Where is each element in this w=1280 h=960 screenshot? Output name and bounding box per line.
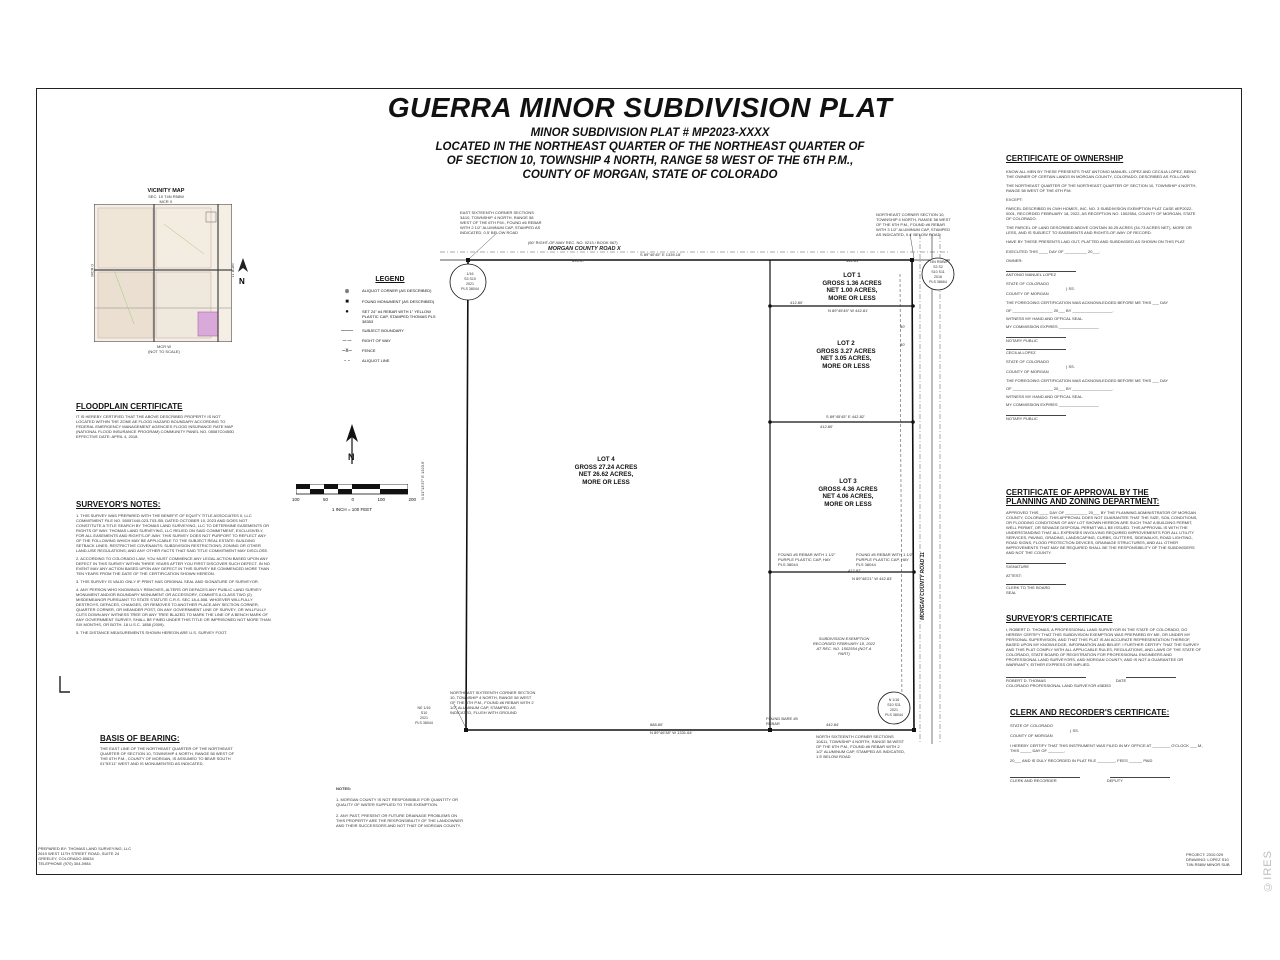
- ownership-county: COUNTY OF MORGAN: [1006, 369, 1049, 374]
- ownership-paragraph: KNOW ALL MEN BY THESE PRESENTS THAT ANTONIO MANUEL LOPEZ AND CECILIA LOPEZ, BEING THE OWNER OF CERTAIN LANDS IN MORGAN COUNTY, COLORADO, DESCRIBED AS FOLLOWS:: [1006, 169, 1197, 179]
- surveyor-note-item: 2. ACCORDING TO COLORADO LAW, YOU MUST COMMENCE ANY LEGAL ACTION BASED UPON ANY DEFECT IN THIS SURVEY WITHIN THREE YEARS AFTER YOU FIRST DISCOVER SUCH DEFECT. IN NO EVENT MAY ANY ACTION BASED UPON ANY DEFECT IN THIS SURVEY BE COMMENCED MORE THAN TEN YEARS FROM THE DATE OF THE CERTIFICATION SHOWN HEREON.: [76, 556, 270, 576]
- legend-item: ■ FOUND MONUMENT (AS DESCRIBED): [338, 299, 442, 305]
- rebar-note-right: FOUND #5 REBAR WITH 1 1/2" PURPLE PLASTIC CAP, HAY PLS 38044: [856, 552, 914, 567]
- ownership-ss: ) SS.: [1066, 364, 1075, 369]
- ownership-ss: ) SS.: [1066, 286, 1075, 291]
- project-line: DRAWING: LOPEZ S10: [1186, 857, 1229, 862]
- interior-dimension: N 89°45'45" W 442.81': [828, 308, 869, 313]
- approval-certificate: [1006, 488, 1202, 595]
- northeast-corner-note: NORTHEAST CORNER SECTION 10, TOWNSHIP 4 NORTH, RANGE 58 WEST OF THE 6TH P.M., FOUND #6 REBAR WITH 3 1/2" ALUMINUM CAP, STAMPED AS INDICATED, 0.4' BELOW ROAD: [876, 212, 951, 237]
- plat-note-item: 1. MORGAN COUNTY IS NOT RESPONSIBLE FOR QUANTITY OR QUALITY OF WATER SUPPLIED TO THIS EXEMPTION.: [336, 797, 459, 807]
- scale-tick: 200: [408, 497, 416, 502]
- preparer-block: [38, 846, 218, 866]
- clerk-certificate: [1010, 708, 1206, 783]
- row-width: 30': [900, 342, 906, 347]
- surveyor-name: ROBERT D. THOMAS: [1006, 678, 1046, 683]
- notary-public-label: NOTARY PUBLIC: [1006, 416, 1038, 421]
- road-x-label: MORGAN COUNTY ROAD X: [548, 246, 621, 252]
- fence-icon: –x–: [342, 348, 352, 354]
- floodplain-body: IT IS HEREBY CERTIFIED THAT THE ABOVE DESCRIBED PROPERTY IS NOT LOCATED WITHIN THE ZONE AE FLOOD HAZARD BOUNDARY ACCORDING TO FEDERAL EMERGENCY MANAGEMENT AGENCIES FLOOD INSURANCE RATE MAP (NATIONAL FLOOD INSURANCE PROGRAM) COMMUNITY PANEL NO. 08087C0450D EFFECTIVE DATE: APRIL 4, 2018.: [76, 414, 235, 439]
- interior-dimension: 412.80': [820, 424, 833, 429]
- found-monument-icon: ■: [345, 299, 349, 305]
- northeast-sixteenth-corner-note: NORTHEAST SIXTEENTH CORNER SECTION 10, TOWNSHIP 4 NORTH, RANGE 58 WEST OF THE 6TH P.M., FOUND #6 REBAR WITH 2 1/2" ALUMINUM CAP, STAMPED AS INDICATED, FLUSH WITH GROUND: [450, 690, 536, 715]
- approval-attest: ATTEST:: [1006, 573, 1022, 578]
- lot-1-label: LOT 1 GROSS 1.36 ACRES NET 1.00 ACRES, MORE OR LESS: [822, 272, 882, 302]
- vicinity-not-to-scale: (NOT TO SCALE): [148, 349, 180, 354]
- ownership-owner-label: OWNER:: [1006, 258, 1023, 263]
- clerk-line: 20___ AND IS DULY RECORDED IN PLAT FILE ________, FEES ______ PAID: [1010, 758, 1153, 763]
- row-note: (60' RIGHT-OF-WAY REC. NO. 0213 / BOOK 567): [528, 240, 618, 245]
- interior-dimension: N 89°48'21" W 442.83': [852, 576, 893, 581]
- cap-sw-stamp: NE 1/16 S10 2021 PLS 38044: [415, 706, 433, 725]
- ownership-ack: THE FOREGOING CERTIFICATION WAS ACKNOWLEDGED BEFORE ME THIS ___ DAY: [1006, 300, 1169, 305]
- north-sixteenth-corner-note: NORTH SIXTEENTH CORNER SECTIONS 10&11, TOWNSHIP 4 NORTH, RANGE 58 WEST OF THE 6TH P.M., FOUND #6 REBAR WITH 2 1/2" ALUMINUM CAP, STAMPED AS INDICATED, 1.5' BELOW ROAD: [816, 734, 905, 759]
- clerk-deputy-label: DEPUTY: [1106, 778, 1123, 783]
- subtitle-line: LOCATED IN THE NORTHEAST QUARTER OF THE NORTHEAST QUARTER OF: [435, 141, 865, 153]
- surveyor-note-item: 4. ANY PERSON WHO KNOWINGLY REMOVES, ALTERS OR DEFACES ANY PUBLIC LAND SURVEY MONUMENT AND/OR BOUNDARY MONUMENT OR ACCESSORY, COMMITS A CLASS TWO (2) MISDEMEANOR PURSUANT TO STATE STATUTE C.R.S. SEC 18-4-508. WHOEVER WILLFULLY DESTROYS, DEFACES, CHANGES, OR REMOVES TO ANOTHER PLACE ANY SECTION CORNER, QUARTER CORNER, OR MEANDER POST, ON ANY GOVERNMENT LINE OF SURVEY, OR WILLFULLY CUTS DOWN ANY WITNESS TREE OR ANY TREE BLAZED TO MARK THE LINE OF A BENCH MARK OF ANY GOVERNMENT SURVEY, SHALL BE FINED UNDER THIS TITLE OR IMPRISONED NOT MORE THAN SIX MONTHS, OR BOTH. 18 U.S.C. 1858 (2009).: [76, 587, 271, 627]
- owner-name: CECILIA LOPEZ: [1006, 350, 1036, 355]
- floodplain-heading: FLOODPLAIN CERTIFICATE: [76, 402, 183, 411]
- west-bearing: N 01°13'37" E 1323.6': [420, 460, 425, 500]
- rebar-note-bottom: FOUND BARE #5 REBAR: [766, 716, 798, 726]
- ownership-executed: EXECUTED THIS ____ DAY OF __________ 20___.: [1006, 249, 1101, 254]
- surveyor-note-item: 1. THIS SURVEY WAS PREPARED WITH THE BENEFIT OF EQUITY TITLE ASSOCIATES II, LLC COMMITMENT FILE NO. 55057440-023-T03-SB, DATED OCTOBER 10, 2023 AND DOES NOT CONSTITUTE A TITLE SEARCH BY THOMAS LAND SURVEYING, LLC TO DETERMINE EASEMENTS OR RIGHTS OF WAY. THOMAS LAND SURVEYING, LLC RELIED ON SAID COMMITMENT, EXCLUSIVELY, FOR ALL EASEMENTS AND RIGHTS-OF-WAY. THIS SURVEY DOES NOT PURPORT TO REFLECT ANY OF THE FOLLOWING WHICH MAY BE APPLICABLE TO THE SUBJECT REAL ESTATE: BUILDING SETBACK LINES; RESTRICTIVE COVENANTS; SUBDIVISION RESTRICTIONS; ZONING OR OTHER LAND-USE REGULATIONS; AND ANY OTHER FACTS THAT SAID TITLE COMMITMENT MAY DISCLOSE.: [76, 513, 270, 553]
- preparer-line: PREPARED BY: THOMAS LAND SURVEYING, LLC: [38, 846, 132, 851]
- lot-4-label: LOT 4 GROSS 27.24 ACRES NET 26.62 ACRES, MORE OR LESS: [574, 456, 638, 486]
- right-of-way-icon: –·–: [342, 338, 352, 344]
- clerk-signature-labels: [1010, 778, 1206, 783]
- lot-2-label: LOT 2 GROSS 3.27 ACRES NET 3.05 ACRES, MORE OR LESS: [816, 340, 876, 370]
- vicinity-road-south: MCR W: [157, 344, 171, 349]
- scale-ticks: [292, 497, 416, 502]
- east-sixteenth-corner-note: EAST SIXTEENTH CORNER SECTIONS 3&10, TOWNSHIP 4 NORTH, RANGE 58 WEST OF THE 6TH P.M., FOUND #6 REBAR WITH 2 1/2" ALUMINUM CAP, STAMPED AS INDICATED, 0.5' BELOW ROAD: [460, 210, 542, 235]
- surveyor-note-item: 5. THE DISTANCE MEASUREMENTS SHOWN HEREON ARE U.S. SURVEY FOOT.: [76, 630, 228, 635]
- aliquot-corner-icon: ⊗: [344, 289, 350, 295]
- corner-mark-icon: [58, 676, 72, 694]
- ownership-commission: MY COMMISSION EXPIRES __________________: [1006, 324, 1099, 329]
- north-distance-right: 442.81': [846, 258, 859, 263]
- clerk-state: STATE OF COLORADO: [1010, 723, 1053, 728]
- basis-of-bearing: [100, 734, 240, 766]
- subtitle-line: COUNTY OF MORGAN, STATE OF COLORADO: [522, 169, 778, 181]
- clerk-county: COUNTY OF MORGAN: [1010, 733, 1053, 738]
- ownership-certificate: [1006, 154, 1202, 421]
- legend-item: ⊗ ALIQUOT CORNER (AS DESCRIBED): [338, 288, 442, 295]
- vicinity-map-footer: [96, 344, 232, 354]
- subject-boundary-icon: ——: [341, 328, 353, 334]
- approval-signature-label: SIGNATURE: [1006, 564, 1030, 569]
- road-11-label: MORGAN COUNTY ROAD 11: [920, 552, 926, 620]
- ownership-paragraph: PARCEL DESCRIBED IN CWH HOMES, INC. NO. 3 SUBDIVISION EXEMPTION PLAT CASE #EP2022-0001, RECORDED FEBRUARY 18, 2022, AS RECEPTION NO. 1502554, COUNTY OF MORGAN, STATE OF COLORADO.: [1006, 206, 1196, 221]
- owner-name: ANTONIO MANUEL LOPEZ: [1006, 272, 1057, 277]
- legend-title: LEGEND: [375, 276, 405, 283]
- clerk-ss: ) SS.: [1070, 728, 1079, 733]
- row-width: 30': [900, 324, 906, 329]
- interior-dimension: 412.80': [790, 300, 803, 305]
- rebar-note-left: FOUND #5 REBAR WITH 1 1/2" PURPLE PLASTIC CAP, HAY PLS 38044: [778, 552, 836, 567]
- plat-note-item: 2. ANY PAST, PRESENT OR FUTURE DRAINAGE PROBLEMS ON THIS PROPERTY ARE THE RESPONSIBILITY OF THE LANDOWNER AND THEIR SUCCESSORS AND NOT THAT OF MORGAN COUNTY.: [336, 813, 463, 828]
- ownership-paragraph: EXCEPT:: [1006, 197, 1023, 202]
- watermark: ©IRES: [1262, 850, 1274, 893]
- cap-se-stamp: N 1/16 S10 S11 2021 PLS 38044: [885, 698, 903, 717]
- approval-heading: CERTIFICATE OF APPROVAL BY THE: [1006, 488, 1149, 497]
- vicinity-road-left: MCR 0: [89, 264, 95, 277]
- vicinity-map: [94, 204, 232, 342]
- surveyor-license: COLORADO PROFESSIONAL LAND SURVEYOR #38353: [1006, 683, 1111, 688]
- approval-clerk: CLERK TO THE BOARD: [1006, 585, 1051, 590]
- south-bearing: N 89°46'38" W 1331.64': [650, 730, 693, 735]
- svg-text:N: N: [239, 277, 245, 286]
- legend-item: –·– RIGHT OF WAY: [338, 338, 442, 344]
- scale-label: 1 INCH = 100 FEET: [331, 507, 373, 512]
- ownership-of: OF __________________ 20___ BY __________________.: [1006, 308, 1114, 313]
- ownership-state: STATE OF COLORADO: [1006, 281, 1049, 286]
- vicinity-north-arrow-icon: [236, 258, 250, 294]
- basis-heading: BASIS OF BEARING:: [100, 734, 180, 743]
- project-block: [1186, 852, 1242, 867]
- notary-public-label: NOTARY PUBLIC: [1006, 338, 1038, 343]
- south-distance-left: 888.80': [650, 722, 663, 727]
- exemption-note: SUBDIVISION EXEMPTION RECORDED FEBRUARY 18, 2022 AT REC. NO. 1502554 (NOT A PART): [812, 636, 876, 656]
- interior-dimension: 412.82': [848, 568, 861, 573]
- scale-bar: [296, 484, 408, 496]
- ownership-witness: WITNESS MY HAND AND OFFICAL SEAL.: [1006, 394, 1084, 399]
- ownership-state: STATE OF COLORADO: [1006, 359, 1049, 364]
- surveyor-date-label: DATE: [1115, 678, 1127, 683]
- vicinity-map-section: SEC. 10 T4N R58W: [148, 194, 184, 199]
- legend-item: - - ALIQUOT LINE: [338, 358, 442, 364]
- ownership-ack: THE FOREGOING CERTIFICATION WAS ACKNOWLEDGED BEFORE ME THIS ___ DAY: [1006, 378, 1169, 383]
- legend-item: ● SET 24" #4 REBAR WITH 1" YELLOW PLASTIC CAP, STAMPED THOMAS PLS 38353: [338, 309, 442, 324]
- preparer-line: TELEPHONE (970) 304-0984: [38, 861, 91, 866]
- surveyor-cert-heading: SURVEYOR'S CERTIFICATE: [1006, 614, 1113, 623]
- preparer-line: 2619 WEST 11TH STREET ROAD, SUITE 24: [38, 851, 120, 856]
- ownership-paragraph: THE NORTHEAST QUARTER OF THE NORTHEAST QUARTER OF SECTION 10, TOWNSHIP 4 NORTH, RANGE 58 WEST OF THE 6TH P.M.: [1006, 183, 1197, 193]
- plat-title: GUERRA MINOR SUBDIVISION PLAT: [387, 92, 893, 123]
- plat-notes-heading: NOTES:: [336, 786, 352, 791]
- ownership-commission: MY COMMISSION EXPIRES __________________: [1006, 402, 1099, 407]
- ownership-county: COUNTY OF MORGAN: [1006, 291, 1049, 296]
- legend-item: —— SUBJECT BOUNDARY: [338, 328, 442, 334]
- scale-tick: 100: [377, 497, 385, 502]
- subtitle-line: MINOR SUBDIVISION PLAT # MP2023-XXXX: [530, 127, 770, 139]
- scale-tick: 50: [322, 497, 328, 502]
- project-line: T4N R58W MINOR SUB: [1186, 862, 1230, 867]
- surveyor-note-item: 3. THIS SURVEY IS VALID ONLY IF PRINT HAS ORIGINAL SEAL AND SIGNATURE OF SURVEYOR.: [76, 579, 259, 584]
- plat-notes: [336, 786, 466, 828]
- south-distance-right: 442.84': [826, 722, 839, 727]
- vicinity-map-title: VICINITY MAP: [147, 188, 185, 194]
- floodplain-certificate: [76, 402, 236, 439]
- north-label: N: [348, 452, 355, 462]
- north-bearing: S 89°40'45" E 1339.18': [640, 252, 682, 257]
- surveyor-notes: [76, 500, 272, 635]
- ownership-witness: WITNESS MY HAND AND OFFICAL SEAL.: [1006, 316, 1084, 321]
- date-line: [1126, 677, 1176, 678]
- project-line: PROJECT: 2310.029: [1186, 852, 1224, 857]
- lot-3-label: LOT 3 GROSS 4.36 ACRES NET 4.06 ACRES, MORE OR LESS: [818, 478, 878, 508]
- vicinity-map-header: [96, 188, 236, 204]
- interior-dimension: S 89°45'45" E 442.82': [826, 414, 865, 419]
- ownership-of: OF __________________ 20___ BY __________________.: [1006, 386, 1114, 391]
- ownership-heading: CERTIFICATE OF OWNERSHIP: [1006, 154, 1124, 163]
- legend: [338, 276, 442, 368]
- clerk-heading: CLERK AND RECORDER'S CERTIFICATE:: [1010, 708, 1170, 717]
- north-distance-left: 896.37': [572, 258, 585, 263]
- clerk-recorder-label: CLERK AND RECORDER: [1010, 778, 1057, 783]
- plat-subtitle: [300, 126, 1000, 182]
- clerk-line: I HEREBY CERTIFY THAT THIS INSTRUMENT WAS FILED IN MY OFFICE AT ________ O'CLOCK ___.M., THIS _____ DAY OF _______,: [1010, 743, 1204, 753]
- preparer-line: GREELEY, COLORADO 80634: [38, 856, 94, 861]
- approval-heading: PLANNING AND ZONING DEPARTMENT:: [1006, 497, 1160, 506]
- scale-tick: 0: [351, 497, 354, 502]
- aliquot-line-icon: - -: [344, 358, 350, 364]
- subtitle-line: OF SECTION 10, TOWNSHIP 4 NORTH, RANGE 58 WEST OF THE 6TH P.M.,: [446, 155, 854, 167]
- vicinity-map-road-north: MCR X: [159, 199, 173, 204]
- legend-item: –x– FENCE: [338, 348, 442, 354]
- ownership-paragraph: HAVE BY THESE PRESENTS LAID OUT, PLATTED AND SUBDIVIDED AS SHOWN ON THIS PLAT.: [1006, 239, 1186, 244]
- vicinity-road-right: MCR 11: [230, 263, 236, 278]
- approval-seal: SEAL: [1006, 590, 1017, 595]
- cap-nw-stamp: 1/16 S3 S10 2021 PLS 38044: [461, 272, 479, 291]
- scale-tick: 100: [292, 497, 300, 502]
- basis-body: THE EAST LINE OF THE NORTHEAST QUARTER OF THE NORTHEAST QUARTER OF SECTION 10, TOWNSHIP 4 NORTH, RANGE 58 WEST OF THE 6TH P.M., COUNTY OF MORGAN, IS ASSUMED TO BEAR SOUTH 01°53'11" WEST AND IS MONUMENTED AS INDICATED.: [100, 746, 235, 766]
- ownership-paragraph: THE PARCEL OF LAND DESCRIBED ABOVE CONTAIN 36.25 ACRES (34.73 ACRES NET), MORE OR LESS, AND IS SUBJECT TO EASEMENTS AND RIGHTS-OF-WAY OF RECORD.: [1006, 225, 1192, 235]
- surveyor-notes-heading: SURVEYOR'S NOTES:: [76, 500, 161, 509]
- surveyor-certificate: [1006, 614, 1202, 688]
- set-rebar-icon: ●: [345, 309, 349, 315]
- surveyor-cert-body: I, ROBERT D. THOMAS, A PROFESSIONAL LAND SURVEYOR IN THE STATE OF COLORADO, DO HEREBY CERTIFY THAT THIS SUBDIVISION EXEMPTION WAS PREPARED BY ME, OR UNDER MY PERSONAL SUPERVISION, AND THAT THIS PLAT IS AN ACCURATE REPRESENTATION THEREOF, BASED UPON MY KNOWLEDGE, INFORMATION AND BELIEF. I FURTHER CERTIFY THAT THE SURVEY AND THIS PLAT COMPLY WITH ALL APPLICABLE RULES, REGULATIONS, AND LAWS OF THE STATE OF COLORADO, STATE BOARD OF REGISTRATION FOR PROFESSIONAL ENGINEERS AND PROFESSIONAL LAND SURVEYORS, AND MORGAN COUNTY, AND IS NOT A GUARANTEE OR WARRANTY, EITHER EXPRESS OR IMPLIED.: [1006, 627, 1202, 667]
- cap-ne-stamp: T4N R58W S3 S2 S10 S11 2016 PLS 38664: [929, 260, 947, 284]
- approval-body: APPROVED THIS ____ DAY OF __________ 20___ BY THE PLANNING ADMINISTRATOR OF MORGAN COUNTY, COLORADO. THIS APPROVAL DOES NOT GUARANTEE THAT THE SIZE, SOIL CONDITIONS, OR FLOODING CONDITIONS OF ANY LOT SHOWN HEREON ARE SUCH THAT A BUILDING PERMIT, WELL PERMIT, OR SEWAGE DISPOSAL PERMIT WILL BE ISSUED. THIS APPROVAL IS WITH THE UNDERSTANDING THAT ALL EXPENSES INVOLVING REQUIRED IMPROVEMENTS FOR ALL UTILITY SERVICES, PAVING, GRADING, LANDSCAPING, CURBS, GUTTERS, SIDEWALKS, ROAD LIGHTING, ROAD SIGNS, FLOOD PROTECTION DEVICES, DRAINAGE STRUCTURES, AND ALL OTHER IMPROVEMENTS THAT MAY BE REQUIRED SHALL BE THE RESPONSIBILITY OF THE SUBDIVIDERS AND NOT THE COUNTY.: [1006, 510, 1198, 555]
- vicinity-site-highlight: [198, 312, 218, 336]
